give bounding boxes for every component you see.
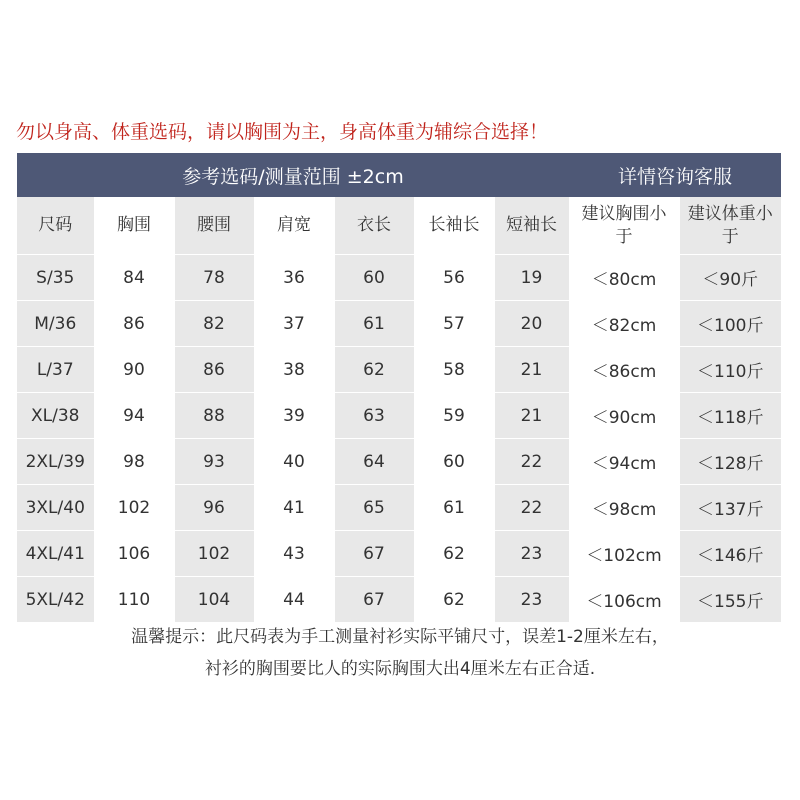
cell-size: L/37 bbox=[17, 347, 94, 393]
cell-shoulder: 39 bbox=[254, 393, 334, 439]
cell-short-sleeve: 22 bbox=[494, 485, 569, 531]
cell-shoulder: 43 bbox=[254, 531, 334, 577]
cell-length: 62 bbox=[334, 347, 414, 393]
cell-length: 64 bbox=[334, 439, 414, 485]
cell-chest: 106 bbox=[94, 531, 174, 577]
cell-length: 63 bbox=[334, 393, 414, 439]
cell-long-sleeve: 56 bbox=[414, 255, 494, 301]
cell-size: M/36 bbox=[17, 301, 94, 347]
cell-suggested-chest: ＜102cm bbox=[569, 531, 679, 577]
header-contact-service: 详情咨询客服 bbox=[617, 165, 732, 188]
column-header-size: 尺码 bbox=[17, 197, 94, 255]
tip-line-1: 温馨提示：此尺码表为手工测量衬衫实际平铺尺寸，误差1-2厘米左右， bbox=[131, 627, 669, 647]
column-header-waist: 腰围 bbox=[174, 197, 254, 255]
cell-size: S/35 bbox=[17, 255, 94, 301]
cell-chest: 102 bbox=[94, 485, 174, 531]
cell-long-sleeve: 57 bbox=[414, 301, 494, 347]
column-header-length: 衣长 bbox=[334, 197, 414, 255]
cell-suggested-chest: ＜86cm bbox=[569, 347, 679, 393]
cell-size: 3XL/40 bbox=[17, 485, 94, 531]
cell-chest: 90 bbox=[94, 347, 174, 393]
table-row bbox=[17, 439, 781, 485]
cell-waist: 96 bbox=[174, 485, 254, 531]
cell-shoulder: 37 bbox=[254, 301, 334, 347]
cell-suggested-chest: ＜80cm bbox=[569, 255, 679, 301]
cell-short-sleeve: 21 bbox=[494, 347, 569, 393]
column-header-long-sleeve: 长袖长 bbox=[414, 197, 494, 255]
table-header-bar bbox=[17, 153, 781, 197]
cell-length: 67 bbox=[334, 531, 414, 577]
cell-long-sleeve: 61 bbox=[414, 485, 494, 531]
cell-waist: 104 bbox=[174, 577, 254, 623]
cell-short-sleeve: 22 bbox=[494, 439, 569, 485]
size-chart bbox=[17, 153, 781, 623]
cell-size: 5XL/42 bbox=[17, 577, 94, 623]
cell-long-sleeve: 62 bbox=[414, 531, 494, 577]
cell-chest: 98 bbox=[94, 439, 174, 485]
cell-length: 60 bbox=[334, 255, 414, 301]
cell-suggested-weight: ＜110斤 bbox=[679, 347, 781, 393]
column-header-suggested-weight: 建议体重小于 bbox=[679, 197, 781, 255]
cell-suggested-weight: ＜128斤 bbox=[679, 439, 781, 485]
table-row bbox=[17, 531, 781, 577]
cell-length: 65 bbox=[334, 485, 414, 531]
cell-shoulder: 38 bbox=[254, 347, 334, 393]
cell-short-sleeve: 21 bbox=[494, 393, 569, 439]
cell-long-sleeve: 59 bbox=[414, 393, 494, 439]
cell-short-sleeve: 23 bbox=[494, 577, 569, 623]
cell-chest: 86 bbox=[94, 301, 174, 347]
cell-waist: 93 bbox=[174, 439, 254, 485]
column-header-suggested-chest: 建议胸围小于 bbox=[569, 197, 679, 255]
cell-suggested-chest: ＜94cm bbox=[569, 439, 679, 485]
cell-short-sleeve: 19 bbox=[494, 255, 569, 301]
cell-chest: 84 bbox=[94, 255, 174, 301]
cell-waist: 86 bbox=[174, 347, 254, 393]
cell-chest: 110 bbox=[94, 577, 174, 623]
cell-suggested-weight: ＜118斤 bbox=[679, 393, 781, 439]
cell-size: 2XL/39 bbox=[17, 439, 94, 485]
cell-short-sleeve: 23 bbox=[494, 531, 569, 577]
header-reference-title: 参考选码/测量范围 ±2cm bbox=[182, 165, 404, 188]
cell-suggested-chest: ＜82cm bbox=[569, 301, 679, 347]
cell-length: 67 bbox=[334, 577, 414, 623]
table-row bbox=[17, 485, 781, 531]
cell-shoulder: 36 bbox=[254, 255, 334, 301]
cell-long-sleeve: 60 bbox=[414, 439, 494, 485]
cell-waist: 88 bbox=[174, 393, 254, 439]
warning-text: 勿以身高、体重选码，请以胸围为主，身高体重为辅综合选择！ bbox=[16, 121, 549, 143]
column-header-shoulder: 肩宽 bbox=[254, 197, 334, 255]
tip-line-2: 衬衫的胸围要比人的实际胸围大出4厘米左右正合适. bbox=[204, 659, 596, 679]
cell-shoulder: 44 bbox=[254, 577, 334, 623]
cell-long-sleeve: 58 bbox=[414, 347, 494, 393]
cell-suggested-weight: ＜100斤 bbox=[679, 301, 781, 347]
cell-long-sleeve: 62 bbox=[414, 577, 494, 623]
cell-suggested-chest: ＜98cm bbox=[569, 485, 679, 531]
cell-suggested-weight: ＜155斤 bbox=[679, 577, 781, 623]
column-header-row bbox=[17, 197, 781, 255]
table-row bbox=[17, 301, 781, 347]
cell-waist: 78 bbox=[174, 255, 254, 301]
cell-short-sleeve: 20 bbox=[494, 301, 569, 347]
cell-shoulder: 40 bbox=[254, 439, 334, 485]
cell-size: 4XL/41 bbox=[17, 531, 94, 577]
table-row bbox=[17, 577, 781, 623]
table-row bbox=[17, 393, 781, 439]
size-table bbox=[17, 197, 781, 623]
cell-suggested-weight: ＜146斤 bbox=[679, 531, 781, 577]
cell-suggested-chest: ＜90cm bbox=[569, 393, 679, 439]
cell-waist: 102 bbox=[174, 531, 254, 577]
cell-chest: 94 bbox=[94, 393, 174, 439]
cell-suggested-weight: ＜90斤 bbox=[679, 255, 781, 301]
table-row bbox=[17, 255, 781, 301]
table-row bbox=[17, 347, 781, 393]
column-header-chest: 胸围 bbox=[94, 197, 174, 255]
cell-shoulder: 41 bbox=[254, 485, 334, 531]
cell-size: XL/38 bbox=[17, 393, 94, 439]
cell-suggested-weight: ＜137斤 bbox=[679, 485, 781, 531]
cell-suggested-chest: ＜106cm bbox=[569, 577, 679, 623]
cell-waist: 82 bbox=[174, 301, 254, 347]
column-header-short-sleeve: 短袖长 bbox=[494, 197, 569, 255]
cell-length: 61 bbox=[334, 301, 414, 347]
